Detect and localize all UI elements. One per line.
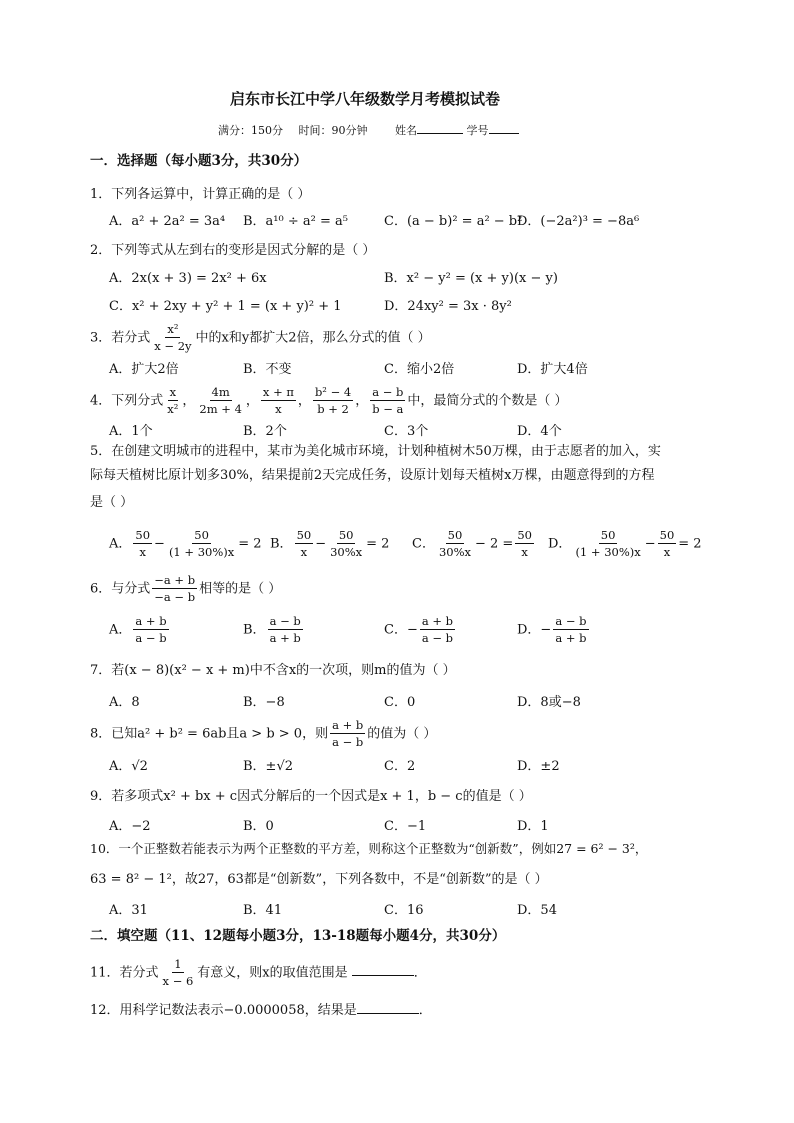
q3-option-b[interactable]: B．不变 bbox=[243, 362, 292, 377]
q4-f1-num: x bbox=[168, 385, 179, 401]
q3-post: 中的x和y都扩大2倍，那么分式的值（ ） bbox=[195, 330, 431, 346]
q10-line-1: 10．一个正整数若能表示为两个正整数的平方差，则称这个正整数为“创新数”，例如27 = 6² − 3²， bbox=[90, 841, 648, 856]
q11-fraction bbox=[161, 957, 196, 989]
q9-option-c[interactable]: C．−1 bbox=[384, 819, 427, 834]
q4-f2-num: 4m bbox=[210, 385, 232, 401]
q5-b-eq: = 2 bbox=[366, 536, 390, 552]
q12-text: 12．用科学记数法表示−0.0000058，结果是 bbox=[90, 1003, 357, 1018]
q10-option-d[interactable]: D．54 bbox=[517, 903, 557, 918]
q4-f4-den: b + 2 bbox=[317, 402, 349, 417]
q11-post: 有意义，则x的取值范围是 bbox=[197, 965, 348, 981]
q6-stem bbox=[90, 573, 281, 605]
q5-c-label: C． bbox=[412, 536, 435, 552]
q6-b-frac bbox=[268, 614, 303, 646]
q5-c-f1-num: 50 bbox=[446, 528, 465, 544]
q4-option-c[interactable]: C．3个 bbox=[384, 424, 429, 439]
page-title: 启东市长江中学八年级数学月考模拟试卷 bbox=[230, 90, 501, 108]
q6-option-c[interactable] bbox=[384, 614, 457, 646]
q5-b-minus: − bbox=[315, 536, 327, 552]
q5-line-2: 际每天植树比原计划多30%，结果提前2天完成任务，设原计划每天植树x万棵，由题意得到的方程 bbox=[90, 468, 655, 483]
q4-f1-den: x² bbox=[167, 402, 179, 417]
q8-option-d[interactable]: D．±2 bbox=[517, 759, 560, 774]
q8-fraction bbox=[330, 718, 365, 750]
section-1-title: 一．选择题（每小题3分，共30分） bbox=[90, 153, 308, 169]
q5-a-eq: = 2 bbox=[238, 536, 262, 552]
q9-option-b[interactable]: B．0 bbox=[243, 819, 274, 834]
exam-meta bbox=[218, 125, 519, 136]
q6-c-num: a + b bbox=[420, 614, 455, 630]
q7-option-a[interactable]: A．8 bbox=[109, 695, 140, 710]
q8-num: a + b bbox=[330, 718, 365, 734]
q5-b-f2-num: 50 bbox=[337, 528, 356, 544]
q4-pre: 4．下列分式 bbox=[90, 393, 164, 409]
q5-line-1: 5．在创建文明城市的进程中，某市为美化城市环境，计划种植树木50万棵，由于志愿者的加入，实 bbox=[90, 444, 661, 459]
q8-option-c[interactable]: C．2 bbox=[384, 759, 416, 774]
q9-option-d[interactable]: D．1 bbox=[517, 819, 549, 834]
q5-a-frac-1 bbox=[133, 528, 152, 560]
q5-d-label: D． bbox=[548, 536, 572, 552]
q7-stem: 7．若(x − 8)(x² − x + m)中不含x的一次项，则m的值为（ ） bbox=[90, 663, 456, 678]
meta-score: 满分：150分 bbox=[218, 124, 283, 137]
q1-option-d[interactable]: D．(−2a²)³ = −8a⁶ bbox=[517, 214, 640, 229]
q12-answer-blank[interactable] bbox=[357, 1013, 419, 1014]
q8-pre: 8．已知a² + b² = 6ab且a > b > 0，则 bbox=[90, 726, 329, 742]
q5-c-frac-2 bbox=[515, 528, 534, 560]
q6-a-den: a − b bbox=[135, 631, 167, 646]
name-blank[interactable] bbox=[417, 133, 463, 134]
q2-option-d[interactable]: D．24xy² = 3x · 8y² bbox=[384, 299, 512, 314]
q2-option-c[interactable]: C．x² + 2xy + y² + 1 = (x + y)² + 1 bbox=[109, 299, 342, 314]
q4-f2-den: 2m + 4 bbox=[199, 402, 242, 417]
q7-option-d[interactable]: D．8或−8 bbox=[517, 695, 581, 710]
q6-d-den: a + b bbox=[555, 631, 587, 646]
q7-option-c[interactable]: C．0 bbox=[384, 695, 416, 710]
q8-den: a − b bbox=[332, 735, 364, 750]
q3-option-c[interactable]: C．缩小2倍 bbox=[384, 362, 455, 377]
q8-post: 的值为（ ） bbox=[367, 726, 437, 742]
q5-a-minus: − bbox=[154, 536, 165, 552]
q3-denominator: x − 2y bbox=[154, 339, 192, 354]
q5-option-a[interactable] bbox=[109, 528, 262, 560]
q5-d-f1-den: (1 + 30%)x bbox=[575, 545, 641, 560]
q8-stem bbox=[90, 718, 436, 750]
q10-line-2: 63 = 8² − 1²，故27，63都是“创新数”，下列各数中，不是“创新数”的是（ ） bbox=[90, 872, 548, 887]
meta-id: 学号 bbox=[466, 124, 489, 137]
q5-c-f2-den: x bbox=[521, 545, 528, 560]
q6-b-num: a − b bbox=[268, 614, 303, 630]
q5-d-minus: − bbox=[644, 536, 656, 552]
q6-post: 相等的是（ ） bbox=[199, 581, 282, 597]
q5-c-frac-1 bbox=[437, 528, 473, 560]
q1-stem: 1．下列各运算中，计算正确的是（ ） bbox=[90, 187, 311, 202]
q5-line-3: 是（ ） bbox=[90, 495, 134, 510]
q5-d-f2-num: 50 bbox=[658, 528, 677, 544]
q10-option-c[interactable]: C．16 bbox=[384, 903, 424, 918]
q6-c-label: C．− bbox=[384, 622, 418, 638]
q5-c-f1-den: 30%x bbox=[438, 545, 471, 560]
q5-a-frac-2 bbox=[167, 528, 236, 560]
q6-num: −a + b bbox=[152, 573, 197, 589]
q11-end: ． bbox=[413, 965, 427, 981]
q7-option-b[interactable]: B．−8 bbox=[243, 695, 285, 710]
q5-option-d[interactable] bbox=[548, 528, 702, 560]
q3-option-a[interactable]: A．扩大2倍 bbox=[109, 362, 179, 377]
id-blank[interactable] bbox=[489, 133, 519, 134]
q6-b-den: a + b bbox=[269, 631, 301, 646]
q4-fraction-1 bbox=[165, 385, 180, 417]
q6-d-label: D．− bbox=[517, 622, 552, 638]
q4-stem: 4．下列分式 $\frac{x}{\text{x²}}$ ， $\frac{4m}{2m + 4}$ ， $\frac{x + \pi}{x}$ ， $\frac{\text{b² − 4}}{b + 2}$ ， $\frac{a - b}{b - a}$ 中，最简分式的个数是（ ） bbox=[90, 385, 568, 417]
meta-time: 时间：90分钟 bbox=[298, 124, 368, 137]
q6-pre: 6．与分式 bbox=[90, 581, 151, 597]
q5-b-f1-num: 50 bbox=[295, 528, 314, 544]
q10-option-b[interactable]: B．41 bbox=[243, 903, 283, 918]
q9-stem: 9．若多项式x² + bx + c因式分解后的一个因式是x + 1，b − c的值是（ ） bbox=[90, 789, 532, 804]
q6-c-frac bbox=[420, 614, 455, 646]
meta-name: 姓名 bbox=[395, 124, 417, 137]
q4-option-a[interactable]: A．1个 bbox=[109, 424, 153, 439]
q4-fraction-4 bbox=[313, 385, 353, 417]
q8-option-a[interactable]: A．√2 bbox=[109, 759, 148, 774]
q3-pre: 3．若分式 bbox=[90, 330, 151, 346]
q1-option-c[interactable]: C．(a − b)² = a² − b² bbox=[384, 214, 523, 229]
q3-fraction bbox=[152, 322, 193, 354]
q5-b-f2-den: 30%x bbox=[330, 545, 363, 560]
q5-d-eq: = 2 bbox=[678, 536, 702, 552]
q4-f3-num: x + π bbox=[261, 385, 296, 401]
q4-option-b[interactable]: B．2个 bbox=[243, 424, 287, 439]
q3-numerator: x² bbox=[165, 322, 180, 338]
q5-a-f1-den: x bbox=[139, 545, 146, 560]
q6-option-d[interactable] bbox=[517, 614, 591, 646]
q5-a-f2-num: 50 bbox=[192, 528, 211, 544]
q6-d-num: a − b bbox=[553, 614, 588, 630]
q4-post: 中，最简分式的个数是（ ） bbox=[407, 393, 568, 409]
q4-f4-num: b² − 4 bbox=[313, 385, 353, 401]
q4-f5-den: b − a bbox=[372, 402, 404, 417]
q4-fraction-3 bbox=[261, 385, 296, 417]
q11-stem bbox=[90, 957, 427, 989]
q6-fraction bbox=[152, 573, 197, 605]
q1-option-b[interactable]: B．a¹⁰ ÷ a² = a⁵ bbox=[243, 214, 348, 229]
q10-option-a[interactable]: A．31 bbox=[109, 903, 148, 918]
q11-den: x − 6 bbox=[162, 974, 194, 989]
q5-d-frac-1 bbox=[573, 528, 642, 560]
q5-c-f2-num: 50 bbox=[515, 528, 534, 544]
q2-option-a[interactable]: A．2x(x + 3) = 2x² + 6x bbox=[109, 271, 267, 286]
q11-num: 1 bbox=[172, 957, 183, 973]
q5-b-label: B． bbox=[270, 536, 293, 552]
q3-stem bbox=[90, 322, 431, 354]
q9-option-a[interactable]: A．−2 bbox=[109, 819, 151, 834]
q5-b-frac-1 bbox=[295, 528, 314, 560]
q5-option-b[interactable] bbox=[270, 528, 389, 560]
q6-den: −a − b bbox=[154, 590, 196, 605]
q5-a-f2-den: (1 + 30%)x bbox=[168, 545, 235, 560]
q5-d-frac-2 bbox=[658, 528, 677, 560]
q11-pre: 11．若分式 bbox=[90, 965, 159, 981]
q4-f3-den: x bbox=[275, 402, 282, 417]
q5-a-label: A． bbox=[109, 536, 132, 552]
q5-b-frac-2 bbox=[328, 528, 364, 560]
q2-option-b[interactable]: B．x² − y² = (x + y)(x − y) bbox=[384, 271, 558, 286]
q5-option-c[interactable] bbox=[412, 528, 536, 560]
q5-c-minus2: − 2 = bbox=[475, 536, 514, 552]
q6-a-num: a + b bbox=[133, 614, 168, 630]
q6-a-label: A． bbox=[109, 622, 132, 638]
q6-b-label: B． bbox=[243, 622, 266, 638]
q4-fraction-5 bbox=[370, 385, 405, 417]
q12-end: ． bbox=[418, 1003, 432, 1018]
q12-stem bbox=[90, 1004, 432, 1017]
q2-stem: 2．下列等式从左到右的变形是因式分解的是（ ） bbox=[90, 243, 376, 258]
q5-a-f1-num: 50 bbox=[133, 528, 152, 544]
q8-option-b[interactable]: B．±√2 bbox=[243, 759, 294, 774]
q5-b-f1-den: x bbox=[300, 545, 308, 560]
q4-fraction-2 bbox=[197, 385, 244, 417]
q1-option-a[interactable]: A．a² + 2a² = 3a⁴ bbox=[109, 214, 226, 229]
q6-d-frac bbox=[553, 614, 588, 646]
q6-c-den: a − b bbox=[421, 631, 454, 646]
q3-option-d[interactable]: D．扩大4倍 bbox=[517, 362, 588, 377]
q5-d-f2-den: x bbox=[663, 545, 671, 560]
q4-option-d[interactable]: D．4个 bbox=[517, 424, 562, 439]
q11-answer-blank[interactable] bbox=[352, 975, 414, 976]
q6-option-b[interactable] bbox=[243, 614, 305, 646]
q5-d-f1-num: 50 bbox=[599, 528, 618, 544]
q6-option-a[interactable] bbox=[109, 614, 171, 646]
section-2-title: 二．填空题（11、12题每小题3分，13-18题每小题4分，共30分） bbox=[90, 928, 506, 944]
q4-f5-num: a − b bbox=[370, 385, 405, 401]
q6-a-frac bbox=[133, 614, 168, 646]
